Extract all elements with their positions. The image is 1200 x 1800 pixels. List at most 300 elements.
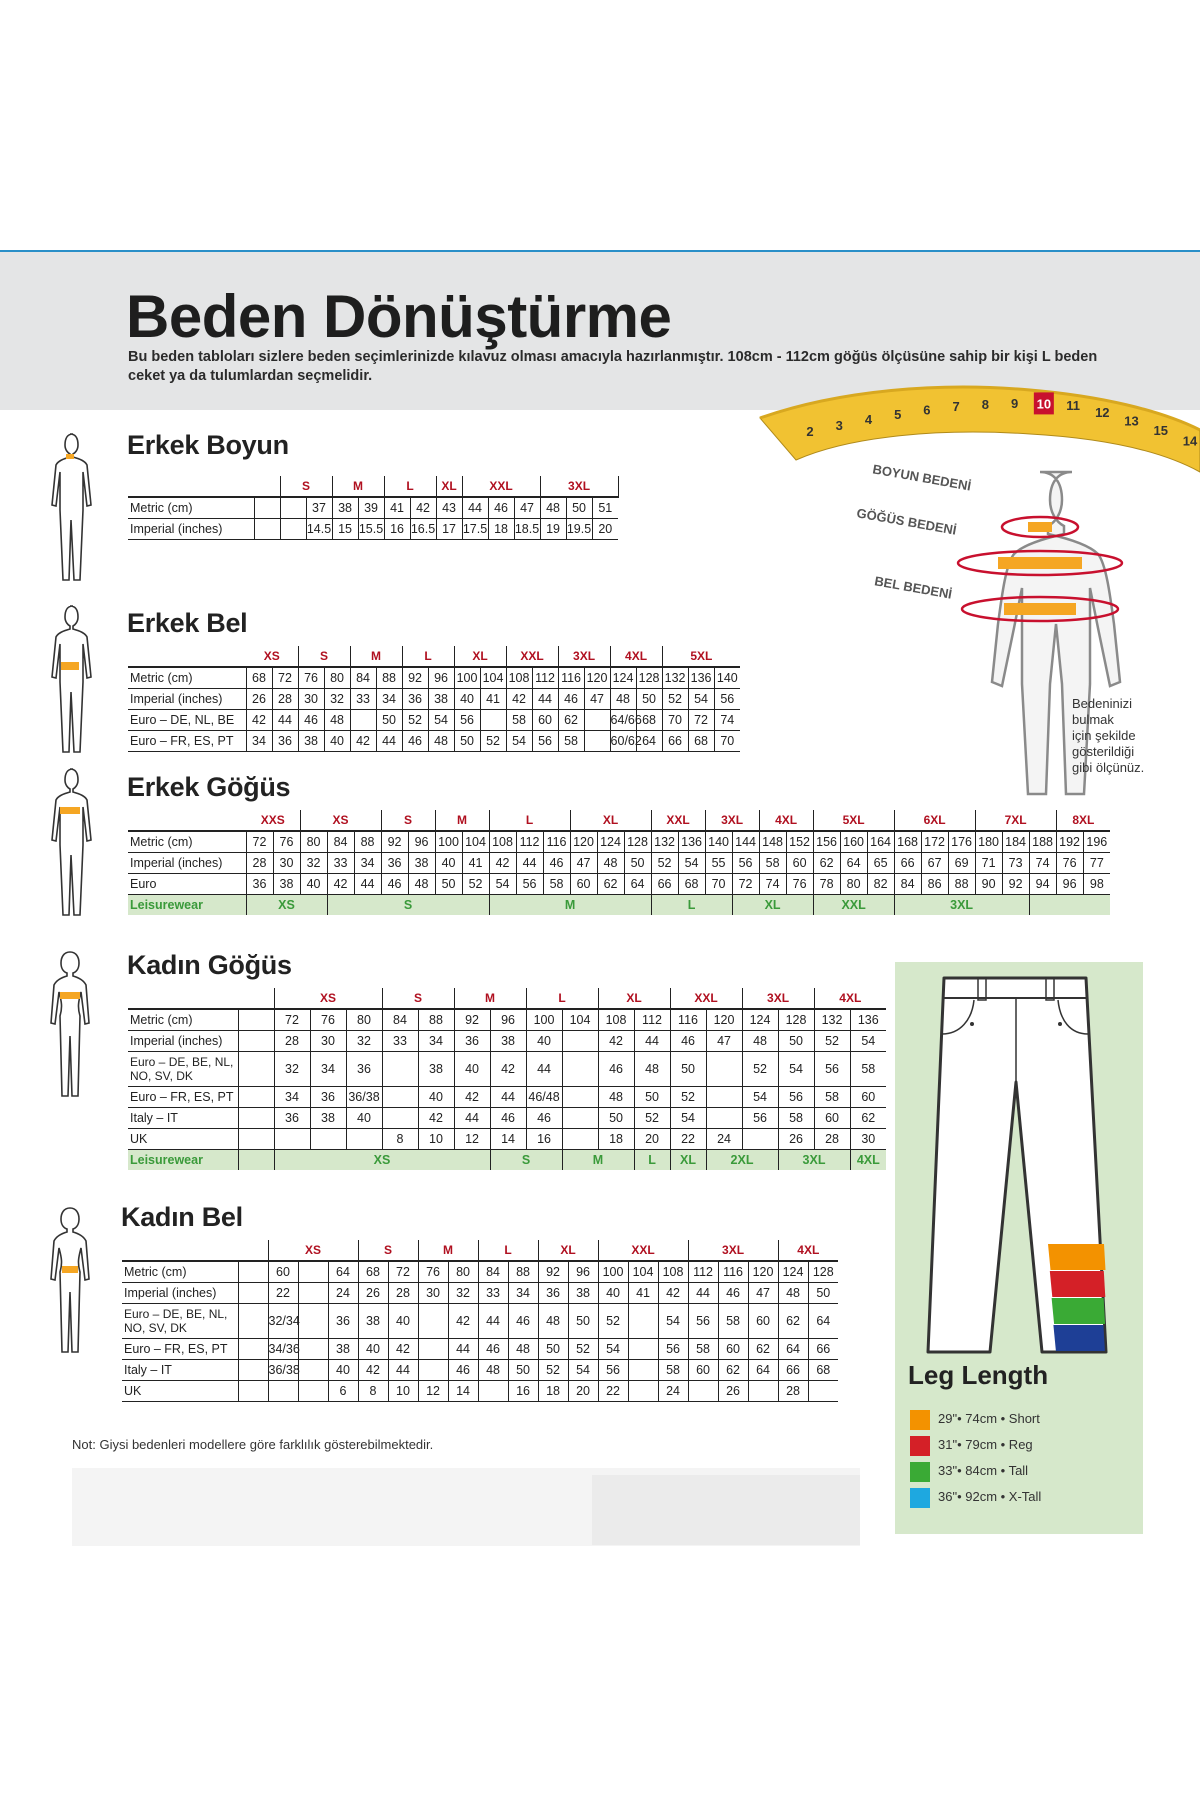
table-cell	[238, 1108, 274, 1129]
size-header-cell: XXS	[246, 810, 300, 831]
table-cell: 26	[246, 689, 272, 710]
table-cell: 52	[814, 1031, 850, 1052]
table-cell: 108	[506, 667, 532, 689]
leisurewear-size	[1029, 895, 1110, 916]
table-cell: 46	[298, 710, 324, 731]
table-cell: 46	[490, 1108, 526, 1129]
table-cell: 46	[598, 1052, 634, 1087]
table-cell	[298, 1339, 328, 1360]
table-cell: 26	[778, 1129, 814, 1150]
table-row	[128, 1052, 886, 1087]
table-cell: 60	[688, 1360, 718, 1381]
table-cell: 48	[597, 853, 624, 874]
table-cell: 44	[462, 497, 488, 519]
table-cell: 52	[742, 1052, 778, 1087]
table-cell	[298, 1261, 328, 1283]
table-cell: 54	[670, 1108, 706, 1129]
table-cell: 64	[636, 731, 662, 752]
table-cell: 30	[298, 689, 324, 710]
tape-number: 2	[806, 424, 814, 439]
tape-number: 7	[952, 399, 960, 415]
table-cell: 50	[598, 1108, 634, 1129]
table-cell: 10	[418, 1129, 454, 1150]
table-cell	[238, 1304, 268, 1339]
table-cell: 38	[310, 1108, 346, 1129]
table-cell	[706, 1052, 742, 1087]
table-cell: 68	[678, 874, 705, 895]
table-cell: 18	[598, 1129, 634, 1150]
table-cell: 18.5	[514, 519, 540, 540]
table-cell: 40	[358, 1339, 388, 1360]
table-cell: 84	[350, 667, 376, 689]
trousers-icon	[920, 972, 1120, 1362]
size-header-cell: XXL	[506, 646, 558, 667]
table-cell: 58	[759, 853, 786, 874]
table-cell	[346, 1129, 382, 1150]
footnote: Not: Giysi bedenleri modellere göre farklılık gösterebilmektedir.	[72, 1437, 434, 1452]
table-cell: 24	[658, 1381, 688, 1402]
table-cell: 37	[306, 497, 332, 519]
table-cell: 116	[670, 1009, 706, 1031]
table-cell	[310, 1129, 346, 1150]
leg-length-label: 29"• 74cm • Short	[938, 1411, 1040, 1426]
table-cell: 84	[478, 1261, 508, 1283]
table-cell: 100	[598, 1261, 628, 1283]
table-cell: 62	[718, 1360, 748, 1381]
leisurewear-size: M	[489, 895, 651, 916]
table-cell: 34	[310, 1052, 346, 1087]
size-header-cell: M	[454, 988, 526, 1009]
table-cell: 46	[488, 497, 514, 519]
table-cell: 116	[558, 667, 584, 689]
table-cell: 52	[634, 1108, 670, 1129]
table-cell: 72	[388, 1261, 418, 1283]
table-cell: 42	[388, 1339, 418, 1360]
table-cell: 48	[598, 1087, 634, 1108]
table-cell: 12	[454, 1129, 490, 1150]
table-cell: 40	[300, 874, 327, 895]
figure-neck-icon	[46, 432, 94, 582]
table-cell: 184	[1002, 831, 1029, 853]
table-row	[122, 1360, 838, 1381]
row-label: Euro – DE, BE, NL, NO, SV, DK	[128, 1052, 238, 1087]
table-cell: 46	[448, 1360, 478, 1381]
table-cell: 56	[778, 1087, 814, 1108]
table-row	[128, 667, 740, 689]
table-cell: 74	[714, 710, 740, 731]
table-cell: 52	[480, 731, 506, 752]
leisurewear-size	[238, 1150, 274, 1171]
size-header-cell: XL	[454, 646, 506, 667]
table-cell: 43	[436, 497, 462, 519]
size-header-cell: S	[381, 810, 435, 831]
table-cell: 34	[376, 689, 402, 710]
table-cell: 132	[814, 1009, 850, 1031]
table-cell	[238, 1087, 274, 1108]
table-cell: 50	[568, 1304, 598, 1339]
table-cell: 56	[532, 731, 558, 752]
kadin-gogus-table	[128, 988, 886, 1170]
leisurewear-size: S	[327, 895, 489, 916]
table-cell	[706, 1108, 742, 1129]
table-cell: 50	[778, 1031, 814, 1052]
size-header-cell: 4XL	[759, 810, 813, 831]
table-cell: 47	[748, 1283, 778, 1304]
table-cell	[418, 1304, 448, 1339]
table-cell: 52	[462, 874, 489, 895]
table-cell: 76	[418, 1261, 448, 1283]
table-cell: 58	[778, 1108, 814, 1129]
table-cell: 88	[354, 831, 381, 853]
table-cell: 58	[543, 874, 570, 895]
table-cell: 72	[246, 831, 273, 853]
row-label: UK	[128, 1129, 238, 1150]
table-cell: 196	[1083, 831, 1110, 853]
table-cell: 60	[748, 1304, 778, 1339]
table-cell	[628, 1339, 658, 1360]
table-cell: 48	[324, 710, 350, 731]
table-cell: 72	[272, 667, 298, 689]
table-cell: 30	[418, 1283, 448, 1304]
erkek-gogus-table	[128, 810, 1110, 915]
table-cell: 40	[328, 1360, 358, 1381]
table-cell: 104	[628, 1261, 658, 1283]
table-cell: 188	[1029, 831, 1056, 853]
table-cell	[742, 1129, 778, 1150]
leg-length-item	[910, 1408, 1040, 1430]
table-cell: 40	[598, 1283, 628, 1304]
table-cell: 86	[921, 874, 948, 895]
row-label: Euro – DE, NL, BE	[128, 710, 246, 731]
tape-number: 12	[1095, 405, 1110, 421]
table-cell: 46	[526, 1108, 562, 1129]
table-cell: 108	[598, 1009, 634, 1031]
figure-chest-icon	[46, 767, 94, 917]
size-header-cell: 7XL	[975, 810, 1056, 831]
erkek-boyun-table	[128, 476, 618, 540]
table-cell: 20	[634, 1129, 670, 1150]
table-cell: 28	[778, 1381, 808, 1402]
table-cell: 50	[624, 853, 651, 874]
table-cell: 40	[454, 1052, 490, 1087]
table-cell: 20	[592, 519, 618, 540]
table-cell: 58	[688, 1339, 718, 1360]
size-header-cell: S	[298, 646, 350, 667]
table-cell: 54	[742, 1087, 778, 1108]
leisurewear-label: Leisurewear	[128, 895, 246, 916]
table-cell: 82	[867, 874, 894, 895]
table-cell: 104	[562, 1009, 598, 1031]
table-cell: 18	[488, 519, 514, 540]
table-cell: 36	[381, 853, 408, 874]
table-cell: 50	[538, 1339, 568, 1360]
table-cell: 30	[310, 1031, 346, 1052]
size-header-cell: 4XL	[778, 1240, 838, 1261]
section-title-erkek-gogus: Erkek Göğüs	[127, 772, 291, 802]
instruction-line: için şekilde	[1072, 728, 1136, 743]
table-cell: 98	[1083, 874, 1110, 895]
table-cell: 16	[526, 1129, 562, 1150]
table-cell	[238, 1052, 274, 1087]
table-cell: 64	[328, 1261, 358, 1283]
table-cell: 60	[814, 1108, 850, 1129]
table-cell	[274, 1129, 310, 1150]
row-label: Metric (cm)	[128, 831, 246, 853]
table-cell: 76	[273, 831, 300, 853]
leg-band	[1053, 1325, 1105, 1351]
table-cell: 42	[418, 1108, 454, 1129]
table-cell: 58	[850, 1052, 886, 1087]
row-label: Metric (cm)	[128, 667, 246, 689]
row-label: Metric (cm)	[122, 1261, 238, 1283]
leisurewear-row	[128, 1150, 886, 1171]
size-header-cell: XXL	[462, 476, 540, 497]
table-cell: 46	[478, 1339, 508, 1360]
table-cell: 156	[813, 831, 840, 853]
table-cell: 78	[813, 874, 840, 895]
table-cell: 140	[705, 831, 732, 853]
table-cell: 96	[490, 1009, 526, 1031]
table-cell: 116	[543, 831, 570, 853]
table-cell: 58	[506, 710, 532, 731]
table-cell	[298, 1381, 328, 1402]
table-cell: 34	[246, 731, 272, 752]
table-cell: 88	[418, 1009, 454, 1031]
tape-number: 15	[1153, 423, 1169, 439]
table-cell: 42	[327, 874, 354, 895]
table-cell: 44	[448, 1339, 478, 1360]
table-cell: 64	[808, 1304, 838, 1339]
table-cell: 33	[382, 1031, 418, 1052]
table-cell	[238, 1360, 268, 1381]
tape-number: 9	[1010, 396, 1019, 412]
table-cell: 58	[814, 1087, 850, 1108]
table-cell: 32	[448, 1283, 478, 1304]
leisurewear-size: L	[634, 1150, 670, 1171]
table-cell: 28	[274, 1031, 310, 1052]
row-label: Metric (cm)	[128, 497, 254, 519]
size-header-row	[128, 476, 618, 497]
leisurewear-size: XS	[274, 1150, 490, 1171]
table-cell	[382, 1052, 418, 1087]
leg-length-label: 36"• 92cm • X-Tall	[938, 1489, 1042, 1504]
table-cell: 40	[324, 731, 350, 752]
table-cell: 73	[1002, 853, 1029, 874]
table-cell: 140	[714, 667, 740, 689]
table-cell: 48	[634, 1052, 670, 1087]
table-cell: 44	[454, 1108, 490, 1129]
size-header-cell: S	[358, 1240, 418, 1261]
table-cell: 128	[636, 667, 662, 689]
table-cell: 62	[558, 710, 584, 731]
table-cell: 44	[354, 874, 381, 895]
table-cell: 92	[381, 831, 408, 853]
table-cell: 26	[718, 1381, 748, 1402]
table-cell: 96	[1056, 874, 1083, 895]
size-header-cell: XS	[274, 988, 382, 1009]
table-cell: 24	[328, 1283, 358, 1304]
size-header-cell: M	[350, 646, 402, 667]
table-cell: 62	[778, 1304, 808, 1339]
table-cell: 46	[558, 689, 584, 710]
table-cell: 100	[435, 831, 462, 853]
table-cell: 47	[570, 853, 597, 874]
section-title-erkek-boyun: Erkek Boyun	[127, 430, 289, 460]
page-title: Beden Dönüştürme	[126, 283, 672, 350]
table-cell: 76	[1056, 853, 1083, 874]
table-cell: 180	[975, 831, 1002, 853]
table-cell: 90	[975, 874, 1002, 895]
table-cell: 50	[376, 710, 402, 731]
table-cell: 20	[568, 1381, 598, 1402]
table-cell	[706, 1087, 742, 1108]
size-header-cell: M	[332, 476, 384, 497]
erkek-bel-table	[128, 646, 740, 752]
table-cell	[562, 1129, 598, 1150]
table-cell: 33	[350, 689, 376, 710]
table-cell: 76	[310, 1009, 346, 1031]
row-label: Euro – FR, ES, PT	[128, 1087, 238, 1108]
table-cell: 54	[489, 874, 516, 895]
row-label: Euro – FR, ES, PT	[128, 731, 246, 752]
tape-number: 4	[864, 412, 873, 428]
row-label: Metric (cm)	[128, 1009, 238, 1031]
table-cell: 32	[300, 853, 327, 874]
table-row	[128, 689, 740, 710]
table-cell	[268, 1381, 298, 1402]
table-cell: 55	[705, 853, 732, 874]
table-cell: 54	[850, 1031, 886, 1052]
table-row	[128, 1108, 886, 1129]
table-cell: 48	[508, 1339, 538, 1360]
label-gogus: GÖĞÜS BEDENİ	[855, 505, 958, 538]
color-swatch	[910, 1436, 930, 1456]
table-cell: 96	[428, 667, 454, 689]
table-cell: 66	[778, 1360, 808, 1381]
size-header-cell: M	[435, 810, 489, 831]
table-cell: 58	[558, 731, 584, 752]
table-cell: 54	[506, 731, 532, 752]
size-header-cell: L	[478, 1240, 538, 1261]
table-cell: 124	[610, 667, 636, 689]
table-cell: 52	[662, 689, 688, 710]
table-cell: 38	[490, 1031, 526, 1052]
row-label: Imperial (inches)	[128, 689, 246, 710]
table-cell: 19	[540, 519, 566, 540]
table-cell: 54	[778, 1052, 814, 1087]
leisurewear-size: 3XL	[894, 895, 1029, 916]
leg-length-item	[910, 1460, 1028, 1482]
table-cell: 42	[490, 1052, 526, 1087]
table-cell: 33	[327, 853, 354, 874]
table-cell: 64	[840, 853, 867, 874]
table-cell: 48	[742, 1031, 778, 1052]
size-header-row	[122, 1240, 838, 1261]
table-cell: 60	[786, 853, 813, 874]
table-cell: 66	[894, 853, 921, 874]
table-cell: 124	[742, 1009, 778, 1031]
table-cell	[238, 1339, 268, 1360]
table-cell	[254, 497, 280, 519]
table-cell: 58	[658, 1360, 688, 1381]
header-blank	[128, 810, 246, 831]
table-cell: 36	[538, 1283, 568, 1304]
table-cell: 54	[678, 853, 705, 874]
size-header-cell: L	[526, 988, 598, 1009]
table-cell: 62	[597, 874, 624, 895]
table-cell: 108	[489, 831, 516, 853]
table-cell	[748, 1381, 778, 1402]
table-cell: 104	[462, 831, 489, 853]
table-cell	[562, 1087, 598, 1108]
table-cell	[280, 519, 306, 540]
section-title-kadin-gogus: Kadın Göğüs	[127, 950, 292, 980]
table-cell: 80	[448, 1261, 478, 1283]
table-cell: 42	[506, 689, 532, 710]
table-cell: 46	[543, 853, 570, 874]
table-cell: 22	[670, 1129, 706, 1150]
table-cell: 42	[358, 1360, 388, 1381]
table-cell: 152	[786, 831, 813, 853]
table-cell: 30	[273, 853, 300, 874]
leg-length-item	[910, 1434, 1033, 1456]
table-cell: 70	[705, 874, 732, 895]
tape-number: 14	[1182, 433, 1198, 449]
table-cell: 36	[246, 874, 273, 895]
table-cell: 68	[808, 1360, 838, 1381]
table-cell: 60	[718, 1339, 748, 1360]
table-cell: 24	[706, 1129, 742, 1150]
table-cell	[418, 1339, 448, 1360]
size-header-cell: 6XL	[894, 810, 975, 831]
leisurewear-size: XS	[246, 895, 327, 916]
size-header-cell: L	[402, 646, 454, 667]
table-cell: 38	[428, 689, 454, 710]
table-cell	[238, 1283, 268, 1304]
table-cell	[238, 1261, 268, 1283]
figure-waist-icon	[46, 604, 94, 754]
table-cell: 62	[813, 853, 840, 874]
leisurewear-size: M	[562, 1150, 634, 1171]
table-cell: 60	[532, 710, 558, 731]
table-cell	[238, 1031, 274, 1052]
size-header-cell	[254, 476, 280, 497]
table-cell: 64	[778, 1339, 808, 1360]
table-cell	[480, 710, 506, 731]
row-label: Imperial (inches)	[128, 519, 254, 540]
row-label: Euro – DE, BE, NL, NO, SV, DK	[122, 1304, 238, 1339]
table-cell: 67	[921, 853, 948, 874]
table-cell: 50	[435, 874, 462, 895]
table-cell: 15.5	[358, 519, 384, 540]
table-cell: 38	[328, 1339, 358, 1360]
leisurewear-size: XL	[732, 895, 813, 916]
table-cell: 6	[328, 1381, 358, 1402]
size-header-cell: XXL	[651, 810, 705, 831]
leisurewear-size: L	[651, 895, 732, 916]
table-cell: 120	[706, 1009, 742, 1031]
table-row	[128, 853, 1110, 874]
table-cell: 48	[408, 874, 435, 895]
table-cell: 64/66	[610, 710, 636, 731]
table-cell	[382, 1087, 418, 1108]
table-cell: 46	[508, 1304, 538, 1339]
table-cell: 50	[634, 1087, 670, 1108]
table-row	[122, 1261, 838, 1283]
table-cell: 46	[670, 1031, 706, 1052]
table-cell: 136	[850, 1009, 886, 1031]
size-header-cell: XXL	[670, 988, 742, 1009]
